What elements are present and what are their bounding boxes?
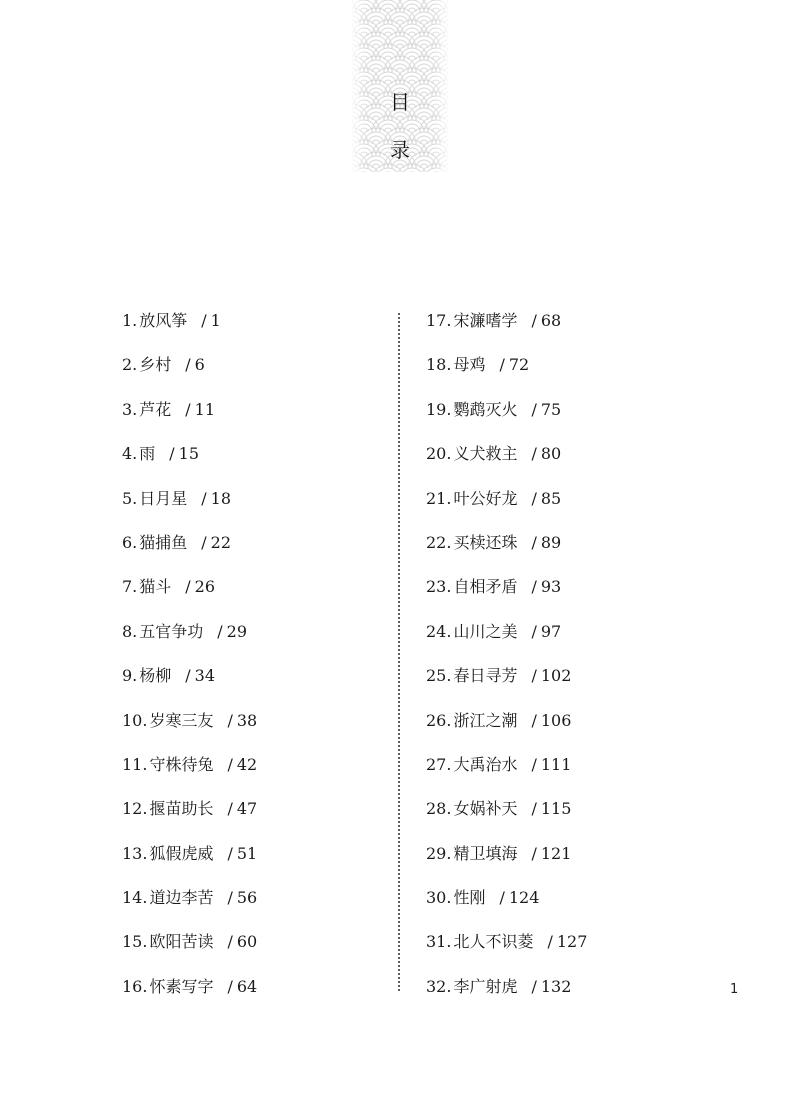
toc-entry-page: 127 (556, 932, 588, 952)
toc-entry-separator: / (531, 976, 537, 996)
toc-entry-title: 猫捕鱼 (139, 532, 188, 552)
toc-entry-number: 5. (122, 488, 138, 508)
toc-entry-page: 22 (210, 532, 232, 552)
toc-entry-title: 放风筝 (139, 311, 188, 330)
toc-entry-separator: / (201, 488, 207, 508)
toc-entry-page: 93 (540, 577, 562, 597)
toc-entry-page: 75 (540, 399, 562, 419)
toc-entry-separator: / (185, 577, 191, 597)
toc-entry-separator: / (227, 888, 233, 908)
toc-entry-title: 怀素写字 (149, 976, 214, 996)
toc-heading (352, 0, 448, 172)
toc-entry-separator: / (499, 888, 505, 908)
toc-entry[interactable] (426, 661, 587, 705)
toc-entry-number: 19. (426, 399, 452, 419)
toc-entry[interactable] (426, 927, 587, 971)
toc-entry-title: 女娲补天 (453, 799, 518, 819)
toc-entry-page: 121 (540, 843, 572, 863)
toc-entry-title: 叶公好龙 (453, 488, 518, 508)
toc-entry-number: 25. (426, 666, 452, 686)
toc-entry-separator: / (227, 843, 233, 863)
toc-entry-title: 猫斗 (139, 577, 172, 597)
toc-entry-separator: / (531, 577, 537, 597)
toc-entry-page: 124 (508, 888, 540, 908)
toc-entry-title: 宋濂嗜学 (453, 311, 518, 330)
toc-entry[interactable] (426, 528, 587, 572)
toc-entry-page: 106 (540, 710, 572, 730)
toc-entry-number: 28. (426, 799, 452, 819)
toc-entry-page: 34 (194, 666, 216, 686)
toc-entry[interactable] (426, 572, 587, 616)
toc-entry-title: 揠苗助长 (149, 799, 214, 819)
toc-entry-number: 14. (122, 888, 148, 908)
toc-entry-title: 浙江之潮 (453, 710, 518, 730)
toc-entry-page: 11 (194, 399, 216, 419)
toc-entry-page: 97 (540, 621, 562, 641)
toc-entry-separator: / (531, 444, 537, 464)
toc-entry-page: 80 (540, 444, 562, 464)
toc-entry-separator: / (201, 311, 207, 330)
toc-entry-title: 乡村 (139, 355, 172, 375)
toc-entry[interactable] (122, 306, 257, 350)
toc-entry-separator: / (531, 621, 537, 641)
page-number: 1 (730, 982, 739, 997)
toc-entry-page: 89 (540, 532, 562, 552)
toc-entry[interactable] (122, 572, 257, 616)
dotted-divider (398, 312, 400, 992)
toc-entry-number: 20. (426, 444, 452, 464)
toc-entry[interactable] (122, 439, 257, 483)
toc-entry-title: 自相矛盾 (453, 577, 518, 597)
toc-entry[interactable] (426, 439, 587, 483)
toc-entry[interactable] (426, 794, 587, 838)
toc-entry-number: 15. (122, 932, 148, 952)
toc-entry-number: 10. (122, 710, 148, 730)
toc-entry[interactable] (426, 750, 587, 794)
toc-entry-title: 春日寻芳 (453, 666, 518, 686)
toc-entry-number: 6. (122, 532, 138, 552)
toc-entry-separator: / (169, 444, 175, 464)
toc-entry-number: 24. (426, 621, 452, 641)
toc-entry-page: 102 (540, 666, 572, 686)
toc-entry-page: 47 (236, 799, 258, 819)
toc-entry-title: 义犬救主 (453, 444, 518, 464)
toc-entry-separator: / (531, 532, 537, 552)
toc-entry[interactable] (426, 883, 587, 927)
toc-entry[interactable] (122, 794, 257, 838)
toc-entry-number: 18. (426, 355, 452, 375)
toc-entry-separator: / (227, 754, 233, 774)
toc-entry-separator: / (531, 311, 537, 330)
toc-entry[interactable] (122, 484, 257, 528)
toc-entry-page: 85 (540, 488, 562, 508)
toc-entry-page: 115 (540, 799, 572, 819)
toc-entry-page: 26 (194, 577, 216, 597)
toc-entry-number: 4. (122, 444, 138, 464)
toc-entry[interactable] (122, 750, 257, 794)
toc-entry-title: 芦花 (139, 399, 172, 419)
toc-entry-page: 15 (178, 444, 200, 464)
toc-entry-page: 60 (236, 932, 258, 952)
toc-entry-title: 北人不识菱 (453, 932, 534, 952)
toc-entry-number: 3. (122, 399, 138, 419)
toc-entry-page: 42 (236, 754, 258, 774)
toc-entry-separator: / (185, 355, 191, 375)
toc-entry-separator: / (531, 399, 537, 419)
toc-entry-page: 111 (540, 754, 572, 774)
toc-entry-page: 132 (540, 976, 572, 996)
toc-entry-title: 日月星 (139, 488, 188, 508)
toc-entry-number: 2. (122, 355, 138, 375)
toc-entry-number: 30. (426, 888, 452, 908)
toc-entry[interactable] (122, 883, 257, 927)
toc-entry[interactable] (426, 350, 587, 394)
toc-entry-page: 38 (236, 710, 258, 730)
toc-entry-number: 26. (426, 710, 452, 730)
toc-entry-number: 32. (426, 976, 452, 996)
toc-entry[interactable] (426, 972, 587, 1016)
toc-entry-separator: / (499, 355, 505, 375)
toc-entry-title: 道边李苦 (149, 888, 214, 908)
toc-entry-title: 守株待兔 (149, 754, 214, 774)
toc-entry-number: 8. (122, 621, 138, 641)
toc-entry-number: 12. (122, 799, 148, 819)
heading-char-2: 录 (390, 138, 410, 162)
toc-entry[interactable] (426, 617, 587, 661)
toc-entry-title: 狐假虎威 (149, 843, 214, 863)
toc-entry[interactable] (426, 839, 587, 883)
toc-entry-title: 五官争功 (139, 621, 204, 641)
toc-entry-number: 22. (426, 532, 452, 552)
toc-entry[interactable] (426, 306, 587, 350)
toc-entry[interactable] (122, 528, 257, 572)
toc-entry-separator: / (547, 932, 553, 952)
toc-entry[interactable] (122, 395, 257, 439)
toc-entry-separator: / (227, 799, 233, 819)
toc-entry-separator: / (531, 799, 537, 819)
toc-entry-number: 16. (122, 976, 148, 996)
toc-entry-page: 18 (210, 488, 232, 508)
toc-entry-separator: / (185, 399, 191, 419)
toc-entry-page: 6 (194, 355, 205, 375)
toc-entry-page: 68 (540, 311, 562, 330)
toc-entry-separator: / (227, 976, 233, 996)
toc-entry-title: 岁寒三友 (149, 710, 214, 730)
toc-entry[interactable] (122, 661, 257, 705)
toc-entry-title: 雨 (139, 444, 156, 464)
toc-entry[interactable] (122, 972, 257, 1016)
toc-entry-separator: / (201, 532, 207, 552)
toc-entry-page: 56 (236, 888, 258, 908)
toc-column-right (426, 306, 587, 1016)
toc-entry[interactable] (426, 706, 587, 750)
heading-char-1: 目 (390, 90, 410, 114)
toc-entry-number: 21. (426, 488, 452, 508)
toc-entry-page: 64 (236, 976, 258, 996)
toc-entry-title: 性刚 (453, 888, 486, 908)
toc-entry-page: 72 (508, 355, 530, 375)
toc-entry-separator: / (531, 710, 537, 730)
toc-entry[interactable] (122, 706, 257, 750)
toc-entry[interactable] (426, 484, 587, 528)
toc-entry-number: 1. (122, 311, 138, 330)
toc-entry-number: 31. (426, 932, 452, 952)
toc-entry-title: 李广射虎 (453, 976, 518, 996)
toc-entry[interactable] (122, 839, 257, 883)
toc-entry-page: 51 (236, 843, 258, 863)
toc-entry-separator: / (217, 621, 223, 641)
toc-entry-title: 欧阳苦读 (149, 932, 214, 952)
toc-entry-title: 精卫填海 (453, 843, 518, 863)
toc-entry-separator: / (227, 710, 233, 730)
toc-entry-separator: / (531, 666, 537, 686)
toc-entry-separator: / (531, 754, 537, 774)
toc-entry-separator: / (227, 932, 233, 952)
toc-entry-title: 买椟还珠 (453, 532, 518, 552)
toc-entry-number: 13. (122, 843, 148, 863)
toc-entry[interactable] (122, 617, 257, 661)
toc-entry-title: 大禹治水 (453, 754, 518, 774)
toc-entry-separator: / (531, 488, 537, 508)
toc-entry-number: 11. (122, 754, 148, 774)
toc-entry-page: 29 (226, 621, 248, 641)
toc-entry-title: 山川之美 (453, 621, 518, 641)
toc-entry-number: 23. (426, 577, 452, 597)
toc-entry-number: 9. (122, 666, 138, 686)
toc-entry-title: 母鸡 (453, 355, 486, 375)
toc-column-left (122, 306, 257, 1016)
toc-entry-number: 27. (426, 754, 452, 774)
toc-entry-separator: / (531, 843, 537, 863)
toc-entry[interactable] (122, 350, 257, 394)
toc-entry-number: 7. (122, 577, 138, 597)
toc-entry-page: 1 (210, 311, 221, 330)
toc-entry-number: 29. (426, 843, 452, 863)
toc-entry-separator: / (185, 666, 191, 686)
toc-entry-title: 杨柳 (139, 666, 172, 686)
toc-entry[interactable] (426, 395, 587, 439)
toc-entry-title: 鹦鹉灭火 (453, 399, 518, 419)
toc-entry-number: 17. (426, 311, 452, 330)
toc-entry[interactable] (122, 927, 257, 971)
